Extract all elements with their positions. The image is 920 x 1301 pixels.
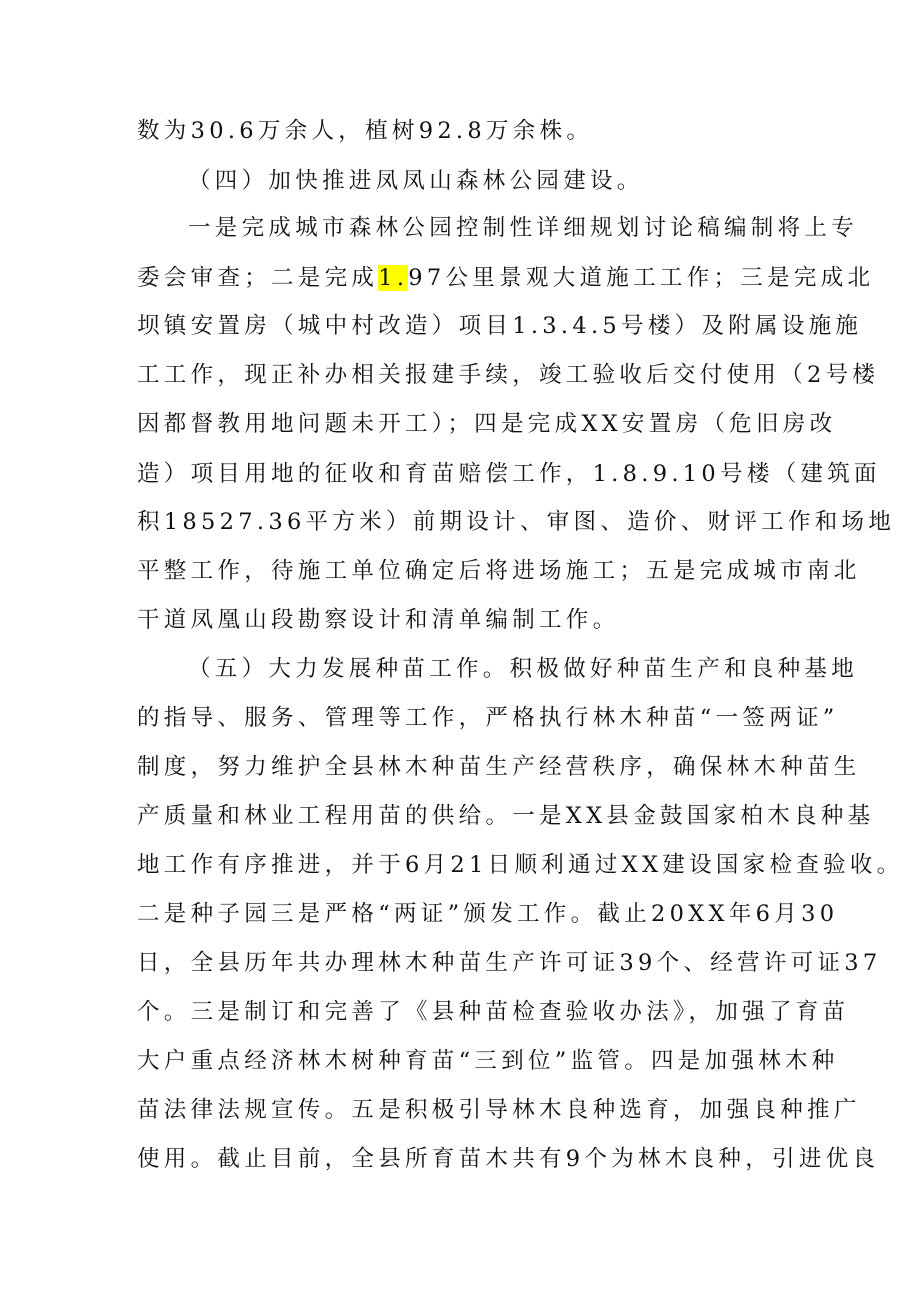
text-line: 日，全县历年共办理林木种苗生产许可证39个、经营许可证37 (137, 950, 882, 976)
text-span: 97公里景观大道施工工作；三是完成北 (408, 265, 875, 291)
text-line: 制度，努力维护全县林木种苗生产经营秩序，确保林木种苗生 (137, 754, 861, 780)
text-line: 积18527.36平方米）前期设计、审图、造价、财评工作和场地 (137, 509, 896, 535)
highlighted-text: 1. (378, 265, 409, 291)
text-line: 造）项目用地的征收和育苗赔偿工作，1.8.9.10号楼（建筑面 (137, 461, 881, 487)
text-line: 二是种子园三是严格“两证”颁发工作。截止20XX年6月30 (137, 901, 839, 927)
text-line: 坝镇安置房（城中村改造）项目1.3.4.5号楼）及附属设施施 (137, 313, 863, 339)
text-line: 苗法律法规宣传。五是积极引导林木良种选育，加强良种推广 (137, 1097, 861, 1123)
text-line: 数为30.6万余人，植树92.8万余株。 (137, 118, 594, 144)
text-line: 因都督教用地问题未开工）；四是完成XX安置房（危旧房改 (137, 411, 837, 437)
text-line-with-highlight (137, 263, 874, 293)
text-line: 使用。截止目前，全县所育苗木共有9个为林木良种，引进优良 (137, 1146, 880, 1172)
text-line: 产质量和林业工程用苗的供给。一是XX县金鼓国家柏木良种基 (137, 803, 875, 829)
section-heading: （四）加快推进凤凤山森林公园建设。 (188, 168, 644, 194)
text-line: （五）大力发展种苗工作。积极做好种苗生产和良种基地 (188, 656, 859, 682)
text-line: 个。三是制订和完善了《县种苗检查验收办法》，加强了育苗 (137, 999, 850, 1025)
text-line: 工工作，现正补办相关报建手续，竣工验收后交付使用（2号楼 (137, 362, 880, 388)
text-line: 地工作有序推进，并于6月21日顺利通过XX建设国家检查验收。 (137, 852, 904, 878)
text-span: 委会审查；二是完成 (137, 265, 379, 291)
text-line: 干道凤凰山段勘察设计和清单编制工作。 (137, 607, 620, 633)
text-line: 的指导、服务、管理等工作，严格执行林木种苗“一签两证” (137, 705, 839, 731)
text-line: 平整工作，待施工单位确定后将进场施工；五是完成城市南北 (137, 558, 861, 584)
text-line: 大户重点经济林木树种育苗“三到位”监管。四是加强林木种 (137, 1048, 839, 1074)
text-line: 一是完成城市森林公园控制性详细规划讨论稿编制将上专 (188, 215, 859, 241)
